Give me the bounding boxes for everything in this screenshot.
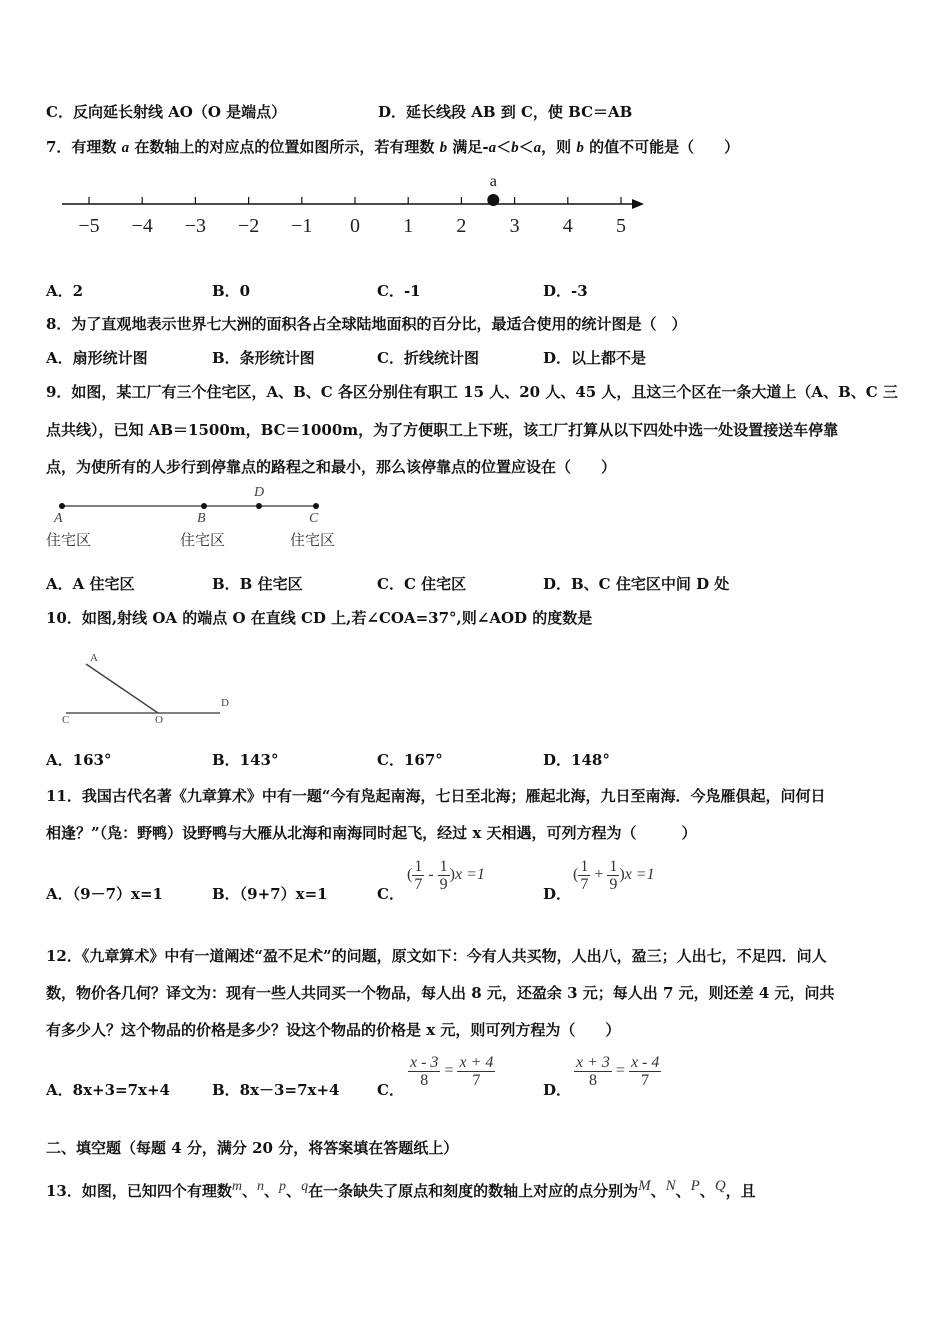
q7-option-d: D．-3 [543,282,588,300]
q9-label-b: B [197,511,206,526]
q13-stem: 13．如图，已知四个有理数$^m$、$^n$、$^p$、$^q$在一条缺失了原点和刻度的数轴上对应的点分别为$^M$、$^N$、$^P$、$^Q$，且 [46,1178,756,1200]
tick-label: 1 [403,215,414,237]
q7-option-c: C．-1 [377,282,421,300]
q8-option-a: A．扇形统计图 [46,349,148,367]
tick-label: 2 [456,215,467,237]
section-2-title: 二、填空题（每题 4 分，满分 20 分，将答案填在答题纸上） [46,1139,459,1157]
q12-option-a: A．8x+3=7x+4 [46,1081,170,1099]
q12-option-b: B．8x－3=7x+4 [212,1081,340,1099]
q10-label-c: C [62,714,70,726]
q11-line-1: 11．我国古代名著《九章算术》中有一题“今有凫起南海，七日至北海；雁起北海，九日至南海．今凫雁俱起，问何日 [46,787,826,805]
q7-stem: 7．有理数 a 在数轴上的对应点的位置如图所示，若有理数 b 满足-a＜b＜a，则 b 的值不可能是（ ） [46,138,740,156]
q7-option-a: A．2 [46,282,84,300]
tick-label: 3 [509,215,520,237]
tick-label: −5 [78,215,100,237]
q9-option-b: B．B 住宅区 [212,575,303,593]
q11-option-b: B．（9+7）x=1 [212,885,328,903]
tick-label: −2 [237,215,260,237]
q9-label-d: D [254,485,265,500]
q9-zone-b: 住宅区 [180,531,226,549]
q6-option-d: D．延长线段 AB 到 C，使 BC＝AB [378,103,633,121]
q9-line-3: 点，为使所有的人步行到停靠点的路程之和最小，那么该停靠点的位置应设在（ ） [46,458,617,476]
q8-stem: 8．为了直观地表示世界七大洲的面积各占全球陆地面积的百分比，最适合使用的统计图是（ ） [46,315,687,333]
q9-label-c: C [309,511,319,526]
q10-label-a: A [90,652,98,664]
q11-option-c-formula: ( $\frac{1}{7}$ - $\frac{1}{9}$ )x =1 [407,858,485,893]
tick-label: 5 [616,215,626,237]
q12-option-c-formula: $\frac{x - 3}{8}$ = $\frac{x + 4}{7}$ [410,1054,494,1089]
q11-option-d-formula: ( $\frac{1}{7}$ + $\frac{1}{9}$ )x =1 [573,858,655,893]
q10-option-a: A．163° [46,751,112,769]
tick-label: 4 [562,215,573,237]
q11-option-a: A．（9－7）x=1 [46,885,163,903]
q8-option-d: D．以上都不是 [543,349,647,367]
q6-option-c: C．反向延长射线 AO（O 是端点） [46,103,287,121]
q8-option-b: B．条形统计图 [212,349,315,367]
q12-option-d-label: D． [543,1081,572,1099]
q10-option-c: C．167° [377,751,443,769]
q8-option-c: C．折线统计图 [377,349,479,367]
q9-line-1: 9．如图，某工厂有三个住宅区，A、B、C 各区分别住有职工 15 人、20 人、45 人，且这三个区在一条大道上（A、B、C 三 [46,383,898,401]
q9-zone-c: 住宅区 [290,531,336,549]
tick-label: −4 [131,215,153,237]
q10-stem: 10．如图,射线 OA 的端点 O 在直线 CD 上,若∠COA=37°,则∠AOD 的度数是 [46,609,593,627]
tick-label: −3 [184,215,207,237]
q9-option-c: C．C 住宅区 [377,575,467,593]
q12-option-c-label: C． [377,1081,404,1099]
q11-option-c-label: C． [377,885,404,903]
q12-option-d-formula: $\frac{x + 3}{8}$ = $\frac{x - 4}{7}$ [576,1054,660,1089]
q9-zone-a: 住宅区 [46,531,92,549]
q12-line-2: 数，物价各几何？译文为：现有一些人共同买一个物品，每人出 8 元，还盈余 3 元；每人出 7 元，则还差 4 元，问共 [46,984,835,1002]
q10-label-d: D [221,697,229,709]
q9-label-a: A [54,511,63,526]
q11-option-d-label: D． [543,885,572,903]
q10-label-o: O [155,714,163,726]
q9-line-2: 点共线），已知 AB＝1500m，BC＝1000m，为了方便职工上下班，该工厂打算从以下四处中选一处设置接送车停靠 [46,421,839,439]
q10-option-d: D．148° [543,751,610,769]
tick-label: −1 [291,215,313,237]
ray-oa [86,664,158,713]
q12-line-1: 12．《九章算术》中有一道阐述“盈不足术”的问题，原文如下：今有人共买物，人出八，盈三；人出七，不足四．问人 [46,947,827,965]
tick-label: 0 [350,215,360,237]
q10-option-b: B．143° [212,751,279,769]
q12-line-3: 有多少人？这个物品的价格是多少？设这个物品的价格是 x 元，则可列方程为（ ） [46,1021,621,1039]
q9-option-a: A．A 住宅区 [46,575,135,593]
q7-option-b: B．0 [212,282,251,300]
point-a-label: a [489,173,497,190]
q9-option-d: D．B、C 住宅区中间 D 处 [543,575,730,593]
q11-line-2: 相逢？”（凫：野鸭）设野鸭与大雁从北海和南海同时起飞，经过 x 天相遇，可列方程为（ ） [46,824,697,842]
